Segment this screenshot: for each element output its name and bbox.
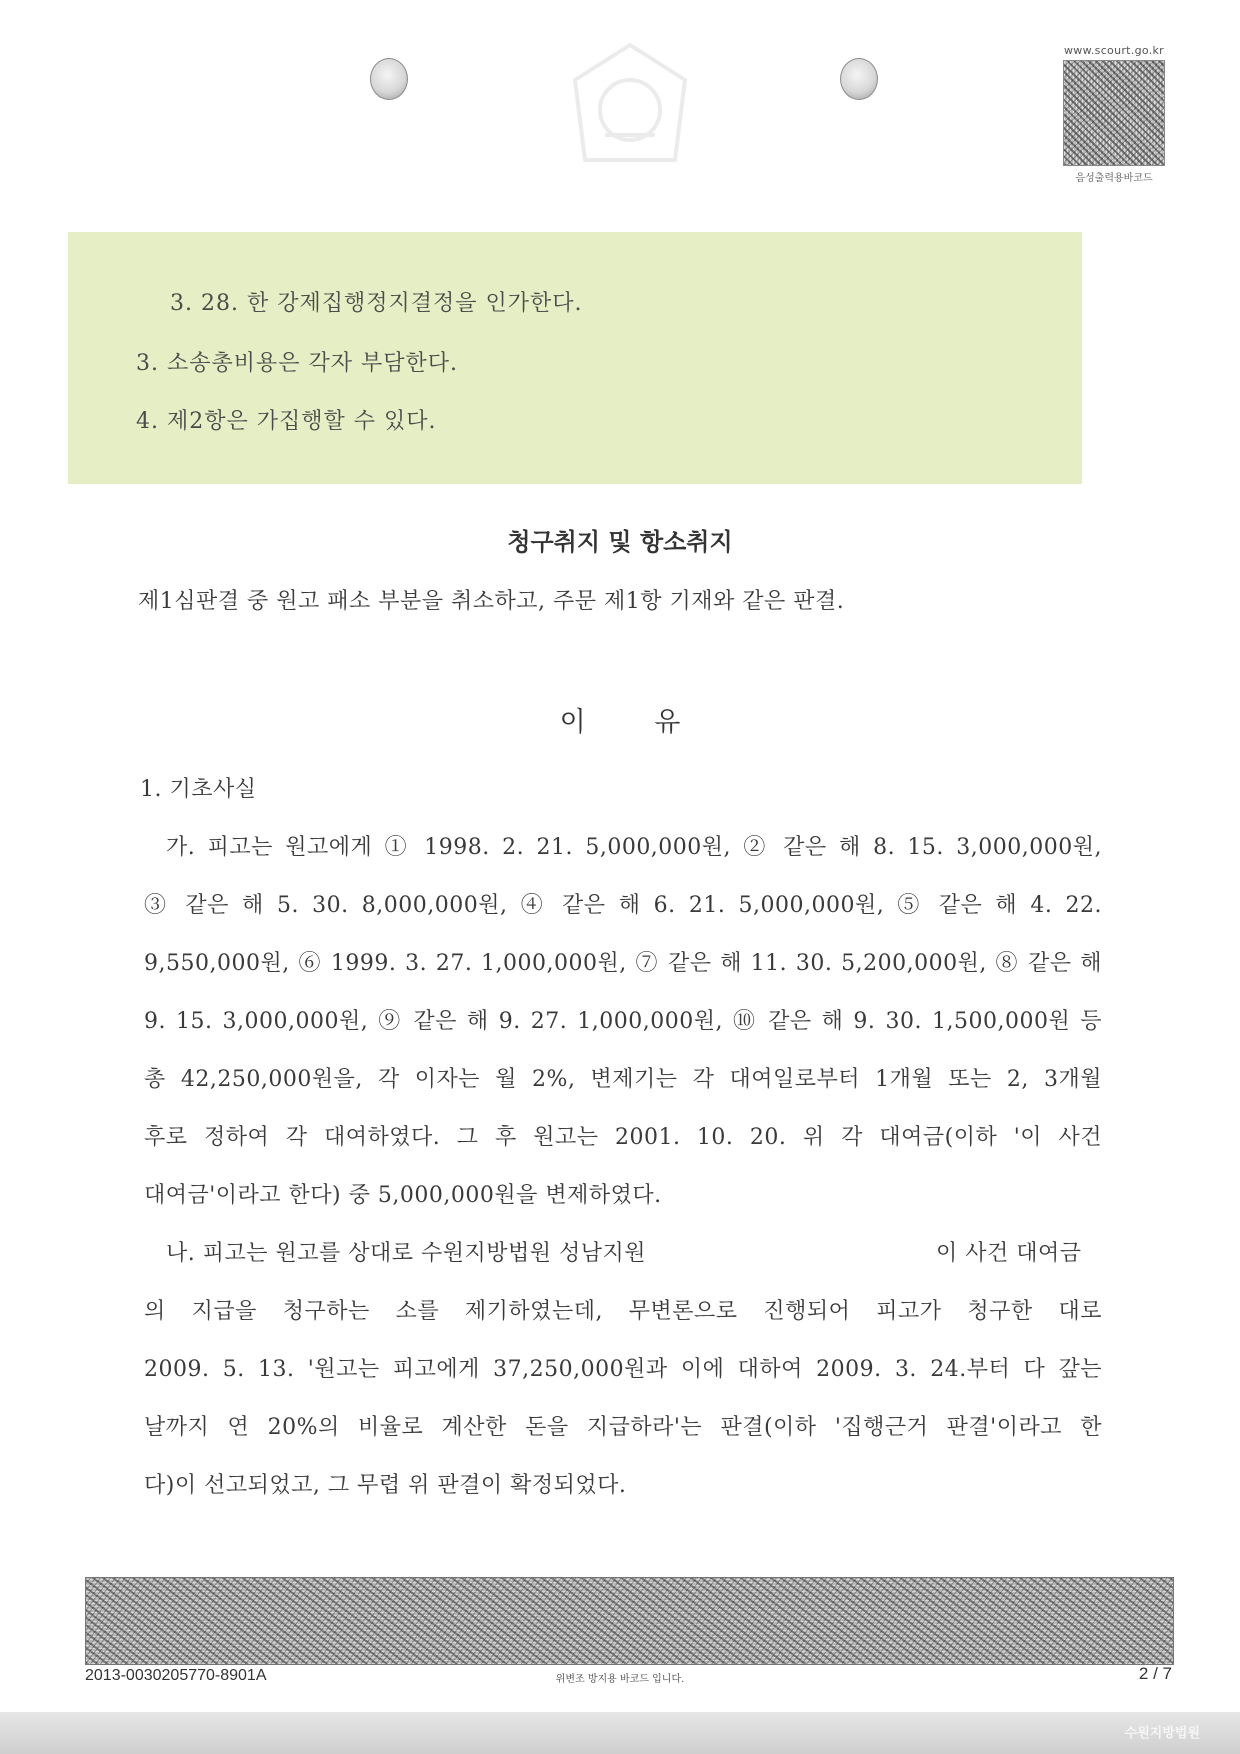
voice-barcode-block (1052, 44, 1176, 184)
qr-barcode-icon (1063, 60, 1165, 166)
para-na-line-2: 의 지급을 청구하는 소를 제기하였는데, 무변론으로 진행되어 피고가 청구한 대로 (144, 1299, 1102, 1324)
document-number: 2013-0030205770-8901A (85, 1667, 267, 1684)
anti-forgery-barcode-icon (85, 1577, 1174, 1665)
para-ga-line-4: 9. 15. 3,000,000원, ⑨ 같은 해 9. 27. 1,000,000원, ⑩ 같은 해 9. 30. 1,500,000원 등 (144, 1009, 1102, 1034)
para-na-line-1-right: 이 사건 대여금 (936, 1241, 1082, 1266)
para-na-line-4: 날까지 연 20%의 비율로 계산한 돈을 지급하라'는 판결(이하 '집행근거 판결'이라고 한 (144, 1415, 1102, 1440)
barcode-caption: 음성출력용바코드 (1075, 173, 1153, 184)
claim-section-text: 제1심판결 중 원고 패소 부분을 취소하고, 주문 제1항 기재와 같은 판결. (138, 589, 845, 614)
court-seal-watermark (565, 40, 695, 180)
para-ga-line-5: 총 42,250,000원을, 각 이자는 월 2%, 변제기는 각 대여일로부터 1개월 또는 2, 3개월 (144, 1067, 1102, 1092)
para-na-line-5: 다)이 선고되었고, 그 무렵 위 판결이 확정되었다. (144, 1473, 627, 1498)
highlight-line-2: 3. 소송총비용은 각자 부담한다. (136, 351, 458, 376)
para-ga-line-1: 가. 피고는 원고에게 ① 1998. 2. 21. 5,000,000원, ② 같은 해 8. 15. 3,000,000원, (166, 835, 1102, 860)
punch-hole-right (840, 58, 878, 100)
para-na-line-1-left: 나. 피고는 원고를 상대로 수원지방법원 성남지원 (166, 1241, 647, 1266)
page-number: 2 / 7 (1138, 1664, 1172, 1683)
bottom-band (0, 1712, 1240, 1754)
para-na-line-3: 2009. 5. 13. '원고는 피고에게 37,250,000원과 이에 대하여 2009. 3. 24.부터 다 갚는 (144, 1357, 1102, 1382)
para-ga-line-2: ③ 같은 해 5. 30. 8,000,000원, ④ 같은 해 6. 21. 5,000,000원, ⑤ 같은 해 4. 22. (144, 893, 1102, 918)
para-ga-line-7: 대여금'이라고 한다) 중 5,000,000원을 변제하였다. (144, 1183, 662, 1208)
para-ga-line-3: 9,550,000원, ⑥ 1999. 3. 27. 1,000,000원, ⑦ 같은 해 11. 30. 5,200,000원, ⑧ 같은 해 (144, 951, 1102, 976)
punch-hole-left (370, 58, 408, 100)
anti-forgery-caption: 위변조 방지용 바코드 입니다. (555, 1674, 685, 1685)
reason-section-title: 이 유 (559, 707, 681, 738)
highlight-line-1: 3. 28. 한 강제집행정지결정을 인가한다. (170, 291, 583, 316)
highlight-line-3: 4. 제2항은 가집행할 수 있다. (136, 409, 437, 434)
court-name-mark: 수원지방법원 (1124, 1726, 1200, 1741)
reason-heading: 1. 기초사실 (140, 777, 257, 802)
claim-section-title: 청구취지 및 항소취지 (507, 528, 733, 556)
court-url: www.scourt.go.kr (1064, 44, 1164, 57)
para-ga-line-6: 후로 정하여 각 대여하였다. 그 후 원고는 2001. 10. 20. 위 각 대여금(이하 '이 사건 (144, 1125, 1102, 1150)
